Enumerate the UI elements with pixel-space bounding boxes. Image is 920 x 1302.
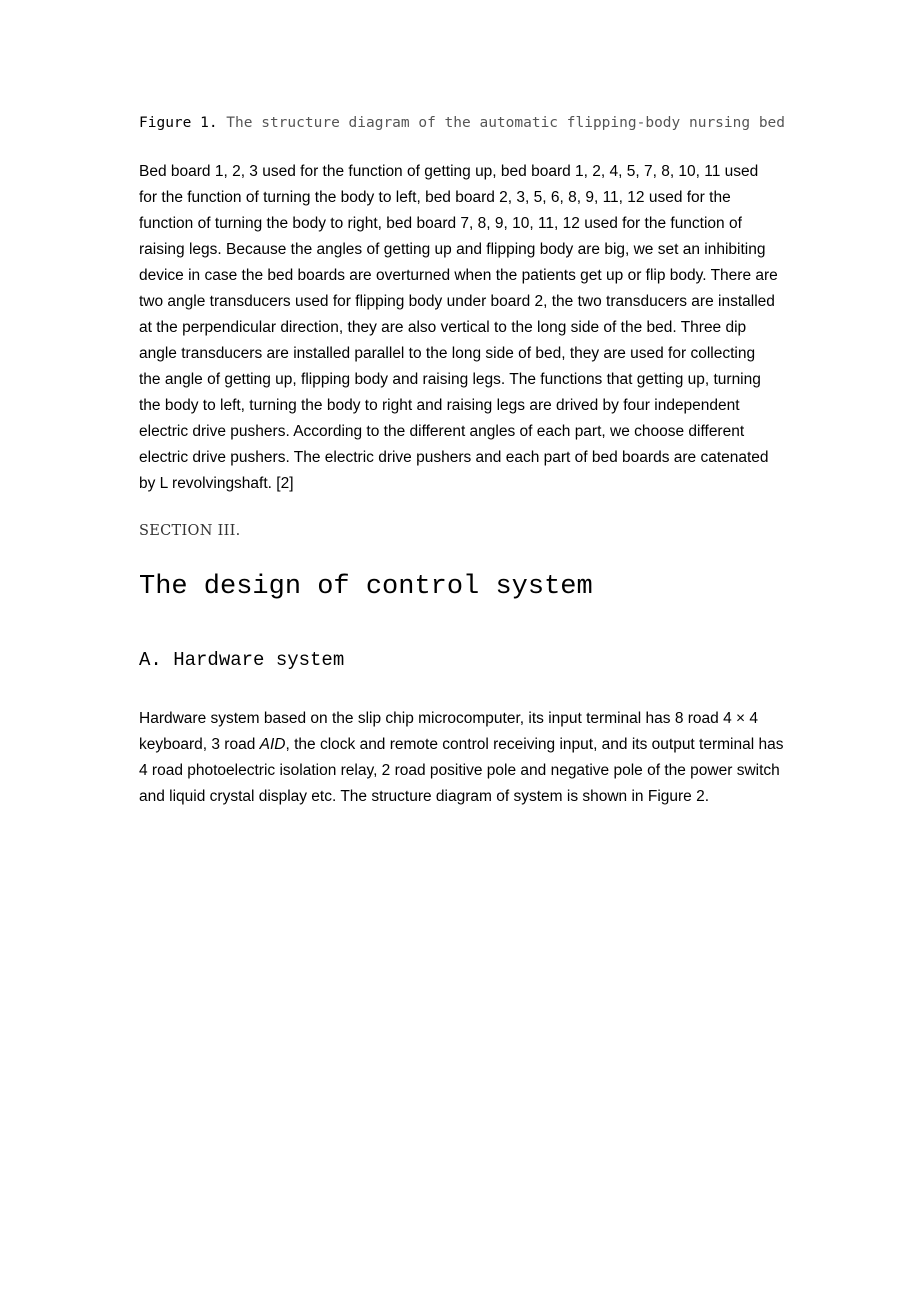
body-paragraph-hardware [139, 706, 784, 810]
hardware-text-after: , the clock and remote control receiving input, and its output terminal has 4 road photoelectric isolation relay, 2 road positive pole and negative pole of the power switch and liquid crystal display etc. The structure diagram of system is shown in Figure 2. [139, 736, 784, 805]
figure-caption [139, 115, 799, 131]
subsection-title: A. Hardware system [139, 649, 345, 671]
body-paragraph-bed-boards: Bed board 1, 2, 3 used for the function of getting up, bed board 1, 2, 4, 5, 7, 8, 10, 11 used for the function of turning the body to left, bed board 2, 3, 5, 6, 8, 9, 11, 12 used for the function of turning the body to right, bed board 7, 8, 9, 10, 11, 12 used for the function of raising legs. Because the angles of getting up and flipping body are big, we set an inhibiting device in case the bed boards are overturned when the patients get up or flip body. There are two angle transducers used for flipping body under board 2, the two transducers are installed at the perpendicular direction, they are also vertical to the long side of the bed. Three dip angle transducers are installed parallel to the long side of bed, they are used for collecting the angle of getting up, flipping body and raising legs. The functions that getting up, turning the body to left, turning the body to right and raising legs are drived by four independent electric drive pushers. According to the different angles of each part, we choose different electric drive pushers. The electric drive pushers and each part of bed boards are catenated by L revolvingshaft. [2] [139, 163, 778, 492]
hardware-text-before: Hardware system based on the slip chip microcomputer, its input terminal has 8 road 4 × 4 keyboard, 3 road [139, 710, 759, 753]
section-label: SECTION III. [139, 523, 241, 539]
hardware-text-emphasis: AID [259, 736, 286, 753]
figure-caption-text: The structure diagram of the automatic flipping-body nursing bed [217, 115, 786, 131]
figure-label: Figure 1. [139, 115, 218, 131]
section-title: The design of control system [139, 572, 593, 602]
